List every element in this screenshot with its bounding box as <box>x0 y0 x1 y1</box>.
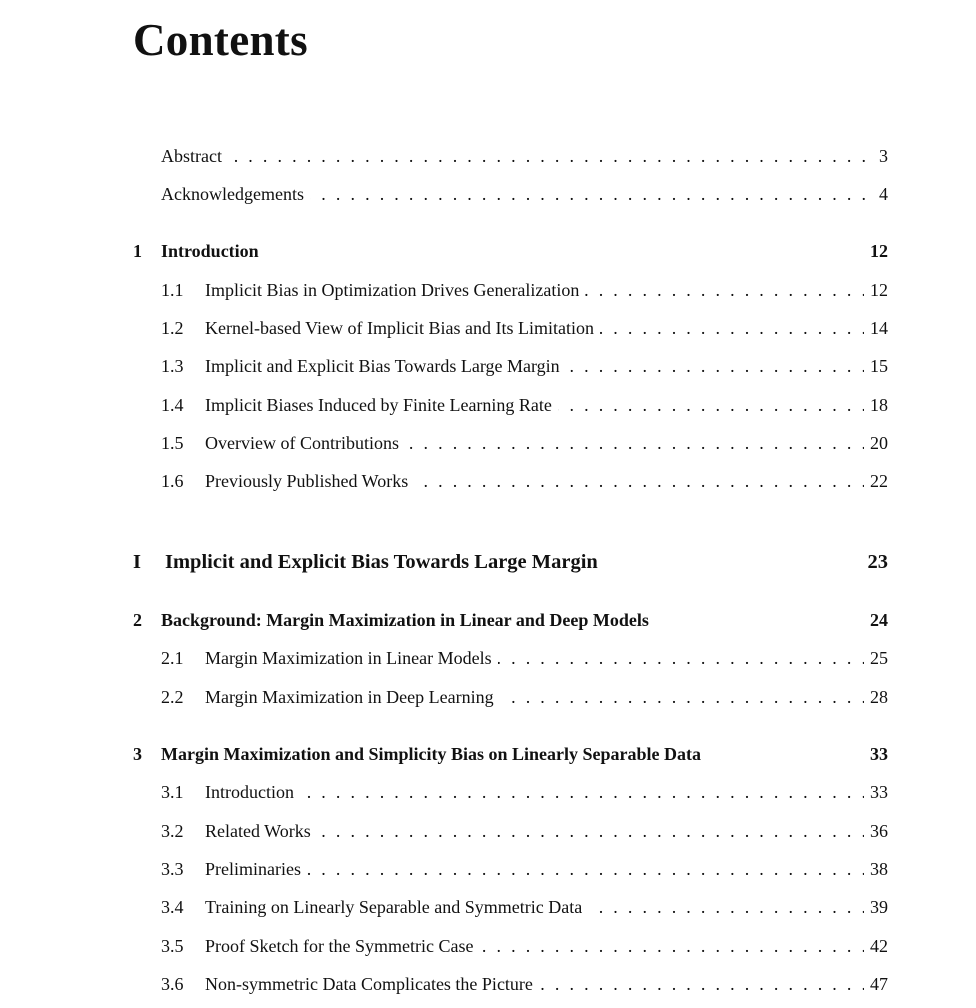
entry-title[interactable]: Proof Sketch for the Symmetric Case <box>205 934 479 958</box>
entry-number: 3.5 <box>161 936 184 956</box>
entry-title[interactable]: Background: Margin Maximization in Linear and Deep Models <box>161 608 655 632</box>
toc-entry-section[interactable] <box>0 354 888 378</box>
entry-title[interactable]: Abstract <box>161 144 228 168</box>
toc-entry-section[interactable] <box>0 895 888 919</box>
toc-entry-part[interactable] <box>0 550 888 574</box>
dot-leader <box>209 857 866 881</box>
entry-page-number: 39 <box>864 895 888 919</box>
entry-page-number: 12 <box>864 278 888 302</box>
entry-page-number: 28 <box>864 685 888 709</box>
entry-number: 1.2 <box>161 318 184 338</box>
entry-number: 3.4 <box>161 897 184 917</box>
entry-title[interactable]: Introduction <box>205 780 300 804</box>
entry-title[interactable]: Implicit and Explicit Bias Towards Large Margin <box>205 354 566 378</box>
entry-title[interactable]: Training on Linearly Separable and Symmetric Data <box>205 895 588 919</box>
entry-number: 3 <box>133 744 142 764</box>
entry-page-number: 25 <box>864 646 888 670</box>
toc-entry-front[interactable] <box>0 144 888 168</box>
entry-number: 1.1 <box>161 280 184 300</box>
toc-entry-section[interactable] <box>0 393 888 417</box>
toc-entry-section[interactable] <box>0 685 888 709</box>
entry-title[interactable]: Implicit and Explicit Bias Towards Large Margin <box>165 550 604 574</box>
entry-number: 1.3 <box>161 356 184 376</box>
entry-title[interactable]: Kernel-based View of Implicit Bias and Its Limitation <box>205 316 600 340</box>
entry-title[interactable]: Implicit Biases Induced by Finite Learning Rate <box>205 393 558 417</box>
entry-title[interactable]: Overview of Contributions <box>205 431 405 455</box>
entry-number: 1.4 <box>161 395 184 415</box>
entry-page-number: 24 <box>864 608 888 632</box>
dot-leader <box>165 144 866 168</box>
dot-leader <box>209 780 866 804</box>
entry-page-number: 22 <box>864 469 888 493</box>
entry-number: I <box>133 551 141 573</box>
toc-entry-section[interactable] <box>0 316 888 340</box>
entry-page-number: 33 <box>864 780 888 804</box>
entry-number: 2.1 <box>161 648 184 668</box>
entry-page-number: 4 <box>873 182 888 206</box>
entry-page-number: 14 <box>864 316 888 340</box>
entry-title[interactable]: Margin Maximization in Deep Learning <box>205 685 500 709</box>
toc-entry-section[interactable] <box>0 934 888 958</box>
toc-entry-section[interactable] <box>0 857 888 881</box>
toc-entry-chapter[interactable] <box>0 742 888 766</box>
toc-entry-front[interactable] <box>0 182 888 206</box>
entry-title[interactable]: Preliminaries <box>205 857 307 881</box>
entry-page-number: 20 <box>864 431 888 455</box>
entry-title[interactable]: Previously Published Works <box>205 469 414 493</box>
entry-number: 1.6 <box>161 471 184 491</box>
entry-title[interactable]: Non-symmetric Data Complicates the Picture <box>205 972 539 996</box>
toc-entry-section[interactable] <box>0 278 888 302</box>
toc-entry-chapter[interactable] <box>0 239 888 263</box>
entry-page-number: 36 <box>864 819 888 843</box>
entry-title[interactable]: Margin Maximization in Linear Models <box>205 646 498 670</box>
entry-page-number: 38 <box>864 857 888 881</box>
entry-page-number: 47 <box>864 972 888 996</box>
toc-entry-section[interactable] <box>0 972 888 996</box>
entry-page-number: 23 <box>862 550 889 574</box>
toc-entry-section[interactable] <box>0 431 888 455</box>
entry-page-number: 42 <box>864 934 888 958</box>
entry-number: 3.6 <box>161 974 184 994</box>
toc-entry-section[interactable] <box>0 780 888 804</box>
entry-title[interactable]: Implicit Bias in Optimization Drives Generalization <box>205 278 585 302</box>
entry-number: 2.2 <box>161 687 184 707</box>
entry-number: 2 <box>133 610 142 630</box>
entry-page-number: 3 <box>873 144 888 168</box>
entry-number: 1 <box>133 241 142 261</box>
entry-title[interactable]: Introduction <box>161 239 265 263</box>
toc-entry-section[interactable] <box>0 819 888 843</box>
entry-title[interactable]: Related Works <box>205 819 317 843</box>
toc-entry-section[interactable] <box>0 469 888 493</box>
entry-page-number: 12 <box>864 239 888 263</box>
entry-number: 3.3 <box>161 859 184 879</box>
entry-number: 3.1 <box>161 782 184 802</box>
entry-title[interactable]: Acknowledgements <box>161 182 310 206</box>
entry-title[interactable]: Margin Maximization and Simplicity Bias on Linearly Separable Data <box>161 742 707 766</box>
toc-entry-section[interactable] <box>0 646 888 670</box>
page-title: Contents <box>133 15 308 65</box>
toc-entry-chapter[interactable] <box>0 608 888 632</box>
entry-page-number: 18 <box>864 393 888 417</box>
entry-page-number: 33 <box>864 742 888 766</box>
entry-number: 1.5 <box>161 433 184 453</box>
entry-page-number: 15 <box>864 354 888 378</box>
entry-number: 3.2 <box>161 821 184 841</box>
